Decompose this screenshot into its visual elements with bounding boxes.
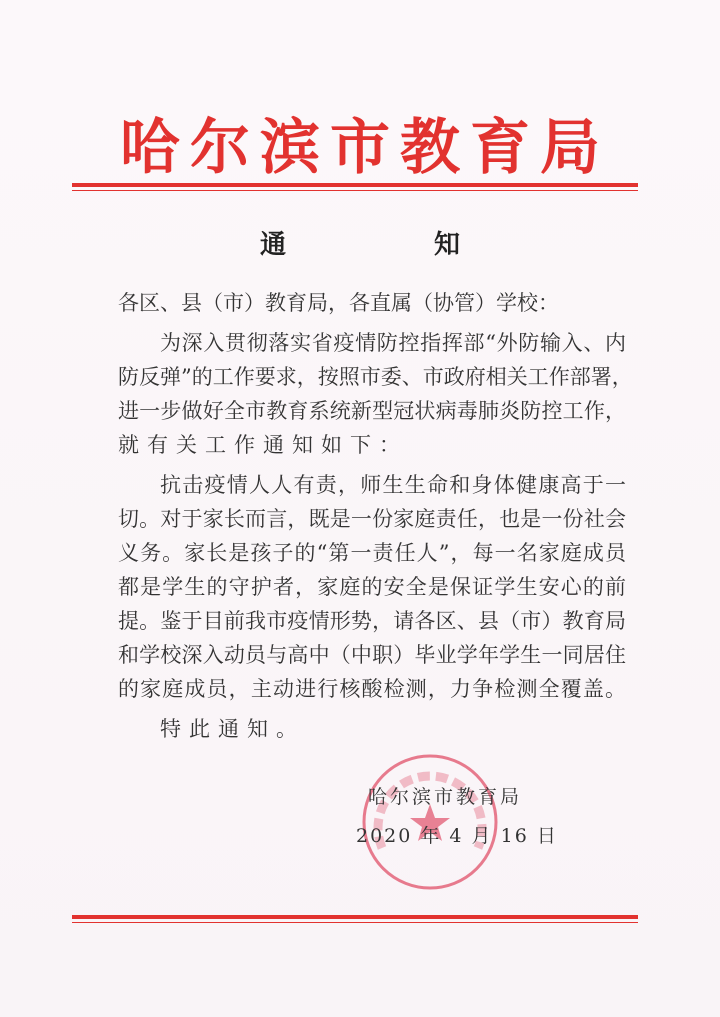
- paragraph-line: 都是学生的守护者，家庭的安全是保证学生安心的前: [118, 575, 626, 599]
- paragraph-line: 就有关工作通知如下：: [118, 433, 408, 457]
- paragraph-line: 义务。家长是孩子的“第一责任人”，每一名家庭成员: [118, 541, 626, 565]
- recipient-line: 各区、县（市）教育局，各直属（协管）学校：: [118, 291, 559, 315]
- footer-red-rule-thin: [72, 922, 638, 923]
- paragraph-line: 的家庭成员，主动进行核酸检测，力争检测全覆盖。: [118, 677, 626, 701]
- notice-title: 通知: [260, 230, 460, 260]
- paragraph-line: 防反弹”的工作要求，按照市委、市政府相关工作部署，: [118, 365, 633, 389]
- paragraph-line: 为深入贯彻落实省疫情防控指挥部“外防输入、内: [160, 331, 626, 355]
- paragraph-line: 和学校深入动员与高中（中职）毕业学年学生一同居住: [118, 643, 626, 667]
- footer-red-rule: [72, 915, 638, 919]
- paragraph-line: 切。对于家长而言，既是一份家庭责任，也是一份社会: [118, 507, 626, 531]
- paragraph-line: 进一步做好全市教育系统新型冠状病毒肺炎防控工作，: [118, 399, 626, 423]
- org-header-title: 哈尔滨市教育局: [120, 113, 610, 183]
- signature-date: 2020 年 4 月 16 日: [356, 825, 558, 847]
- paragraph-line: 抗击疫情人人有责，师生生命和身体健康高于一: [160, 473, 626, 497]
- official-seal-icon: [360, 752, 500, 892]
- signature-org: 哈尔滨市教育局: [368, 786, 523, 808]
- header-red-rule-thin: [72, 190, 638, 191]
- header-red-rule: [72, 183, 638, 187]
- paragraph-line: 提。鉴于目前我市疫情形势，请各区、县（市）教育局: [118, 609, 626, 633]
- closing-line: 特此通知。: [160, 717, 305, 741]
